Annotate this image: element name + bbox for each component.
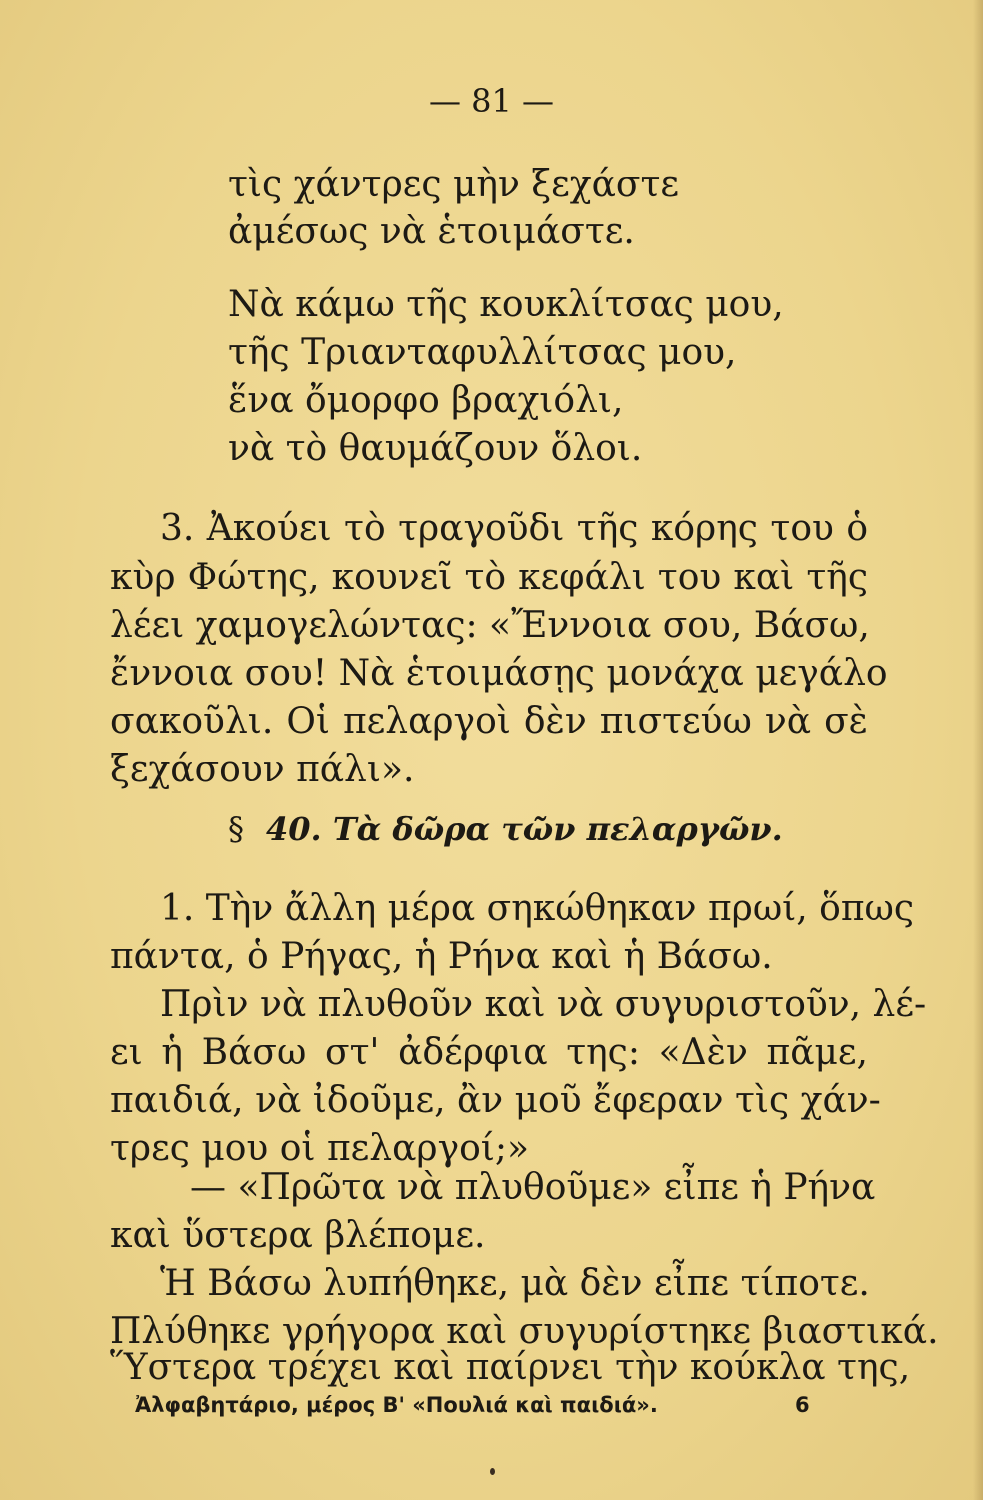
poem-line: τὶς χάντρες μὴν ξεχάστε — [228, 164, 680, 205]
section-title: 40. Τὰ δῶρα τῶν πελαργῶν. — [266, 810, 783, 848]
paragraph-line: τρες μου οἱ πελαργοί;» — [110, 1128, 530, 1169]
paragraph-line: — «Πρῶτα νὰ πλυθοῦμε» εἶπε ἡ Ρήνα — [190, 1167, 876, 1208]
section-symbol: § — [228, 810, 244, 848]
poem-line: ἕνα ὄμορφο βραχιόλι, — [228, 380, 624, 421]
paragraph-line: κὺρ Φώτης, κουνεῖ τὸ κεφάλι του καὶ τῆς — [110, 557, 868, 598]
paragraph-line: ἔννοια σου! Νὰ ἑτοιμάσῃς μονάχα μεγάλο — [110, 653, 888, 694]
poem-line: νὰ τὸ θαυμάζουν ὅλοι. — [228, 428, 643, 469]
footer-title: Ἀλφαβητάριο, μέρος Β' «Πουλιά καὶ παιδιά». — [135, 1393, 658, 1417]
paragraph-line: σακοῦλι. Οἱ πελαργοὶ δὲν πιστεύω νὰ σὲ — [110, 701, 868, 742]
page-edge-shadow — [973, 0, 983, 1500]
paragraph-line: Ὕστερα τρέχει καὶ παίρνει τὴν κούκλα της, — [110, 1347, 911, 1388]
page-number: — 81 — — [428, 82, 555, 120]
paragraph-line: ξεχάσουν πάλι». — [110, 749, 415, 790]
paragraph-line: 3. Ἀκούει τὸ τραγοῦδι τῆς κόρης του ὁ — [160, 508, 868, 549]
paragraph-line: Πρὶν νὰ πλυθοῦν καὶ νὰ συγυριστοῦν, λέ- — [160, 984, 927, 1025]
ink-speck — [490, 1468, 495, 1475]
paragraph-line: πάντα, ὁ Ρήγας, ἡ Ρήνα καὶ ἡ Βάσω. — [110, 936, 773, 977]
paragraph-line: Ἡ Βάσω λυπήθηκε, μὰ δὲν εἶπε τίποτε. — [160, 1263, 870, 1304]
poem-line: τῆς Τριανταφυλλίτσας μου, — [228, 332, 737, 373]
poem-line: ἀμέσως νὰ ἑτοιμάστε. — [228, 211, 635, 252]
paragraph-line: Πλύθηκε γρήγορα καὶ συγυρίστηκε βιαστικά. — [110, 1311, 939, 1352]
poem-line: Νὰ κάμω τῆς κουκλίτσας μου, — [228, 284, 784, 325]
paragraph-line: ει ἡ Βάσω στ' ἀδέρφια της: «Δὲν πᾶμε, — [110, 1032, 868, 1073]
section-heading — [228, 810, 783, 848]
signature-number: 6 — [795, 1393, 810, 1417]
paragraph-line: καὶ ὕστερα βλέπομε. — [110, 1215, 486, 1256]
paragraph-line: 1. Τὴν ἄλλη μέρα σηκώθηκαν πρωί, ὅπως — [160, 888, 915, 929]
paragraph-line: λέει χαμογελώντας: «Ἔννοια σου, Βάσω, — [110, 605, 870, 646]
paragraph-line: παιδιά, νὰ ἰδοῦμε, ἂν μοῦ ἔφεραν τὶς χάν- — [110, 1080, 881, 1121]
